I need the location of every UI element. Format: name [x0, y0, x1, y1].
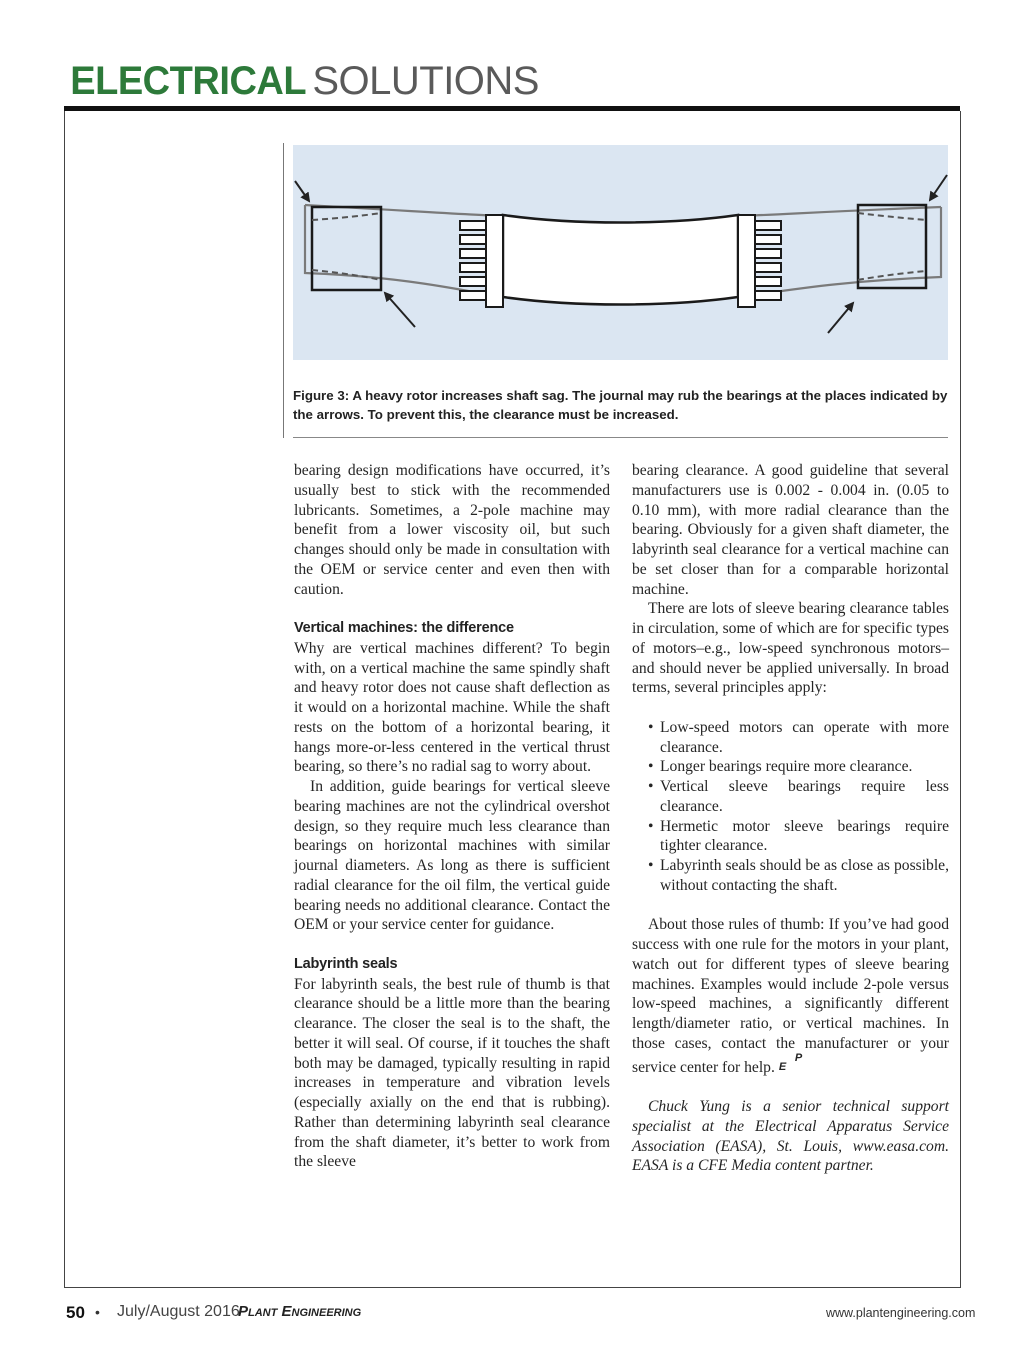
left-paragraph-4: For labyrinth seals, the best rule of thumb is that clearance should be a little more than the bearing clearance. The closer the seal is to the shaft, the better it will seal. Of course, if it touches the shaft both may be damaged, typically resulting in rapid increases in temperature and vibration levels (especially axially on the end that is rubbing). Rather than determining labyrinth seal clearance from the shaft diameter, it’s better to work from the sleeve [294, 975, 610, 1171]
rotor-fins-left [460, 215, 503, 307]
section-header [64, 58, 539, 104]
caption-rule [293, 437, 948, 438]
end-of-article-mark: P E [778, 1051, 803, 1073]
heading-labyrinth-seals: Labyrinth seals [294, 955, 398, 972]
list-item: • Low-speed motors can operate with more clearance. [648, 718, 949, 756]
publication-name: Plant Engineering [238, 1303, 362, 1320]
arrow-right-bottom [828, 303, 853, 333]
right-paragraph-2: There are lots of sleeve bearing clearance tables in circulation, some of which are for specific types of motors–e.g., low-speed synchronous motors–and should never be applied universally. In broad terms, several principles apply: [632, 600, 949, 697]
issue-date: July/August 2016 [117, 1303, 240, 1320]
figure-caption: Figure 3: A heavy rotor increases shaft sag. The journal may rub the bearings at the places indicated by the arrows. To prevent this, the clearance must be increased. [293, 388, 948, 422]
left-paragraph-2: Why are vertical machines different? To begin with, on a vertical machine the same spindly shaft and heavy rotor does not cause shaft deflection as it would on a horizontal machine. While the shaft rests on the bottom of a horizontal bearing, it hangs more-or-less centered in the vertical thrust bearing, so there’s no radial sag to worry about. [294, 639, 610, 776]
heading-vertical-machines: Vertical machines: the difference [294, 620, 514, 636]
list-item: • Labyrinth seals should be as close as possible, without contacting the shaft. [648, 857, 949, 894]
right-column [632, 461, 949, 1176]
arrow-left-bottom [385, 293, 415, 327]
list-item: • Hermetic motor sleeve bearings require tighter clearance. [648, 817, 949, 855]
bullet-dot-icon: • [648, 718, 654, 736]
bullet-dot-icon: • [648, 758, 654, 776]
figure-3-diagram [293, 145, 948, 360]
bullet-dot-icon: • [648, 778, 654, 795]
publication-url: www.plantengineering.com [826, 1306, 976, 1320]
right-paragraph-1: bearing clearance. A good guideline that several manufacturers use is 0.002 - 0.004 in. (0.05 to 0.10 mm), with more radial clearance than the bearing. Obviously for a given shaft diameter, the labyrinth seal clearance for a vertical machine can be set closer than for a comparable horizontal machine. [632, 462, 949, 598]
footer-separator: • [95, 1304, 100, 1320]
section-header-light: SOLUTIONS [312, 59, 539, 103]
page-number: 50 [66, 1303, 85, 1322]
left-paragraph-3: In addition, guide bearings for vertical sleeve bearing machines are not the cylindrical overshot design, so they require much less clearance than bearings on horizontal machines with similar journal diameters. As long as there is sufficient radial clearance for the oil film, the vertical guide bearing needs no additional clearance. Contact the OEM or your service center for guidance. [294, 778, 610, 934]
right-paragraph-3: About those rules of thumb: If you’ve had good success with one rule for the motors in your plant, watch out for different types of sleeve bearing machines. Examples would include 2-pole versus low-speed machines, a significantly different length/diameter ratio, or vertical machines. In those cases, contact the manufacturer or your service center for help.P E [632, 916, 949, 1076]
list-item: • Longer bearings require more clearance. [648, 758, 913, 776]
bullet-dot-icon: • [648, 817, 654, 835]
bullet-dot-icon: • [648, 857, 654, 874]
arrow-right-top [930, 175, 947, 200]
left-paragraph-1: bearing design modifications have occurred, it’s usually best to stick with the recommended lubricants. Sometimes, a 2-pole machine may benefit from a lower viscosity oil, but such changes should only be made in consultation with the OEM or service center and even then with caution. [294, 462, 610, 598]
author-byline: Chuck Yung is a senior technical support specialist at the Electrical Apparatus Service Association (EASA), St. Louis, www.easa.com. EASA is a CFE Media content partner. [632, 1098, 949, 1175]
section-header-bold: ELECTRICAL [70, 59, 307, 103]
rotor-fins-right [738, 215, 781, 307]
left-journal-bottom [312, 270, 381, 280]
list-item: • Vertical sleeve bearings require less clearance. [648, 778, 949, 815]
principles-list [632, 718, 949, 896]
shaft-top-right [738, 207, 941, 216]
figure-divider-line [283, 143, 284, 438]
left-journal-top [312, 213, 381, 220]
right-journal-top [858, 213, 926, 220]
left-column [294, 461, 610, 1172]
shaft-sag-illustration [293, 145, 948, 360]
rotor-body [503, 215, 738, 305]
arrow-left-top [295, 181, 309, 201]
